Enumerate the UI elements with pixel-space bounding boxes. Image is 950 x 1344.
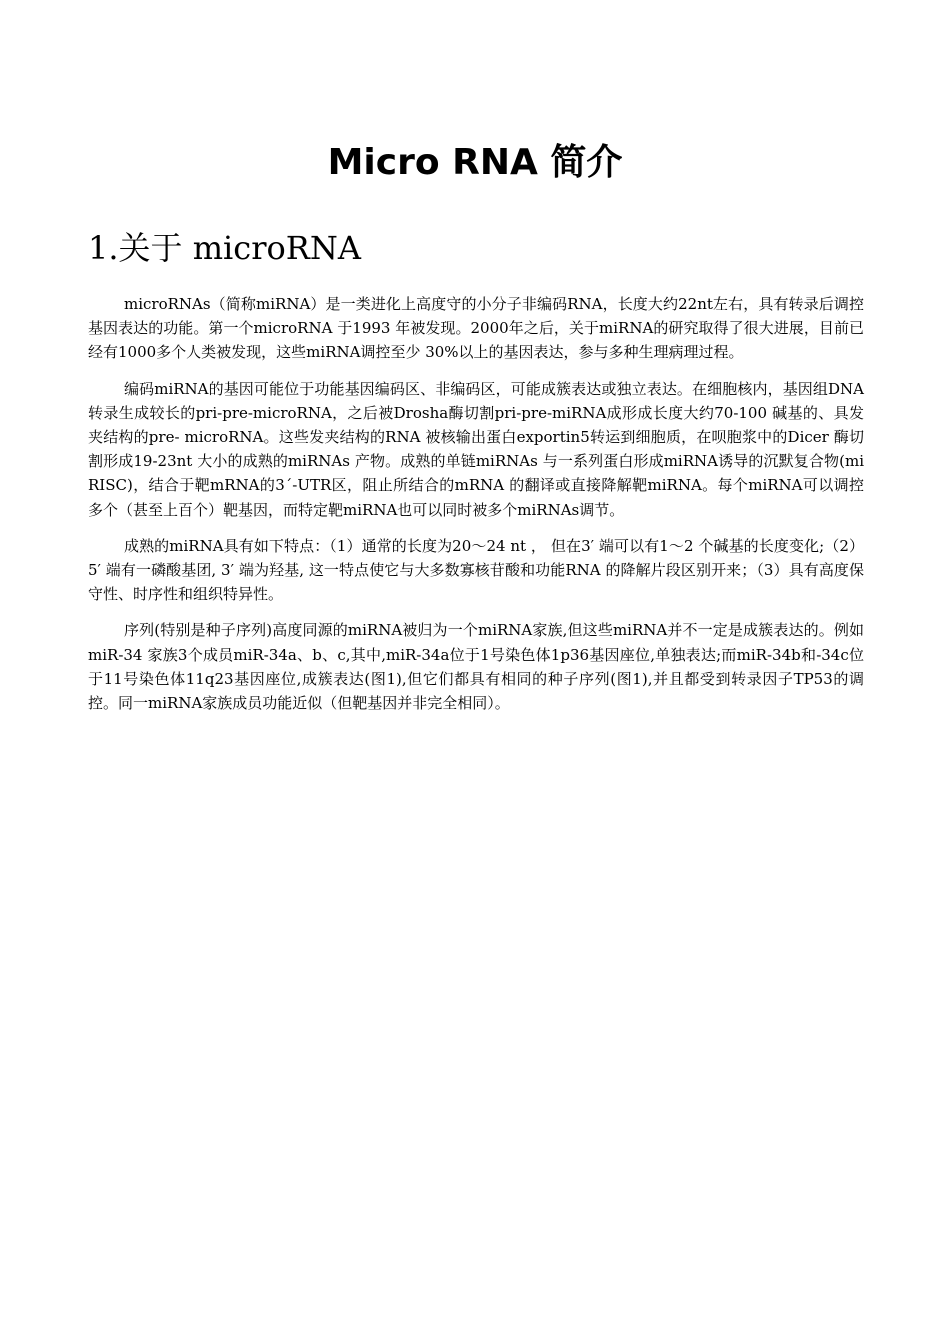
paragraph-4: 序列(特别是种子序列)高度同源的miRNA被归为一个miRNA家族,但这些miRNA并不一定是成簇表达的。例如miR-34 家族3个成员miR-34a、b、c,其中,miR-34a位于1号染色体1p36基因座位,单独表达;而miR-34b和-34c位于11号染色体11q23基因座位,成簇表达(图1),但它们都具有相同的种子序列(图1),并且都受到转录因子TP53的调控。同一miRNA家族成员功能近似（但靶基因并非完全相同）。 — [88, 621, 864, 713]
document-title: Micro RNA 简介 — [327, 142, 623, 183]
paragraph-2: 编码miRNA的基因可能位于功能基因编码区、非编码区，可能成簇表达或独立表达。在细胞核内，基因组DNA 转录生成较长的pri-pre-microRNA，之后被Drosha酶切割pri-pre-miRNA成形成长度大约70-100 碱基的、具发夹结构的pre- microRNA。这些发夹结构的RNA 被核输出蛋白exportin5转运到细胞质，在呗胞浆中的Dicer 酶切割形成19-23nt 大小的成熟的miRNAs 产物。成熟的单链miRNAs 与一系列蛋白形成miRNA诱导的沉默复合物(miRISC)，结合于靶mRNA的3´-UTR区，阻止所结合的mRNA 的翻译或直接降解靶miRNA。每个miRNA可以调控多个（甚至上百个）靶基因，而特定靶miRNA也可以同时被多个miRNAs调节。 — [88, 379, 864, 519]
section-heading: 1.关于 microRNA — [88, 229, 361, 267]
paragraph-1: microRNAs（简称miRNA）是一类进化上高度守的小分子非编码RNA，长度大约22nt左右，具有转录后调控基因表达的功能。第一个microRNA 于1993 年被发现。2000年之后，关于miRNA的研究取得了很大进展，目前已经有1000多个人类被发现，这些miRNA调控至少 30%以上的基因表达，参与多种生理病理过程。 — [88, 295, 864, 362]
document-body — [88, 292, 864, 727]
paragraph-3: 成熟的miRNA具有如下特点：（1）通常的长度为20～24 nt ， 但在3′ 端可以有1～2 个碱基的长度变化;（2）5′ 端有一磷酸基团, 3′ 端为羟基, 这一特点使它与大多数寡核苷酸和功能RNA 的降解片段区别开来；（3）具有高度保守性、时序性和组织特异性。 — [88, 536, 864, 604]
